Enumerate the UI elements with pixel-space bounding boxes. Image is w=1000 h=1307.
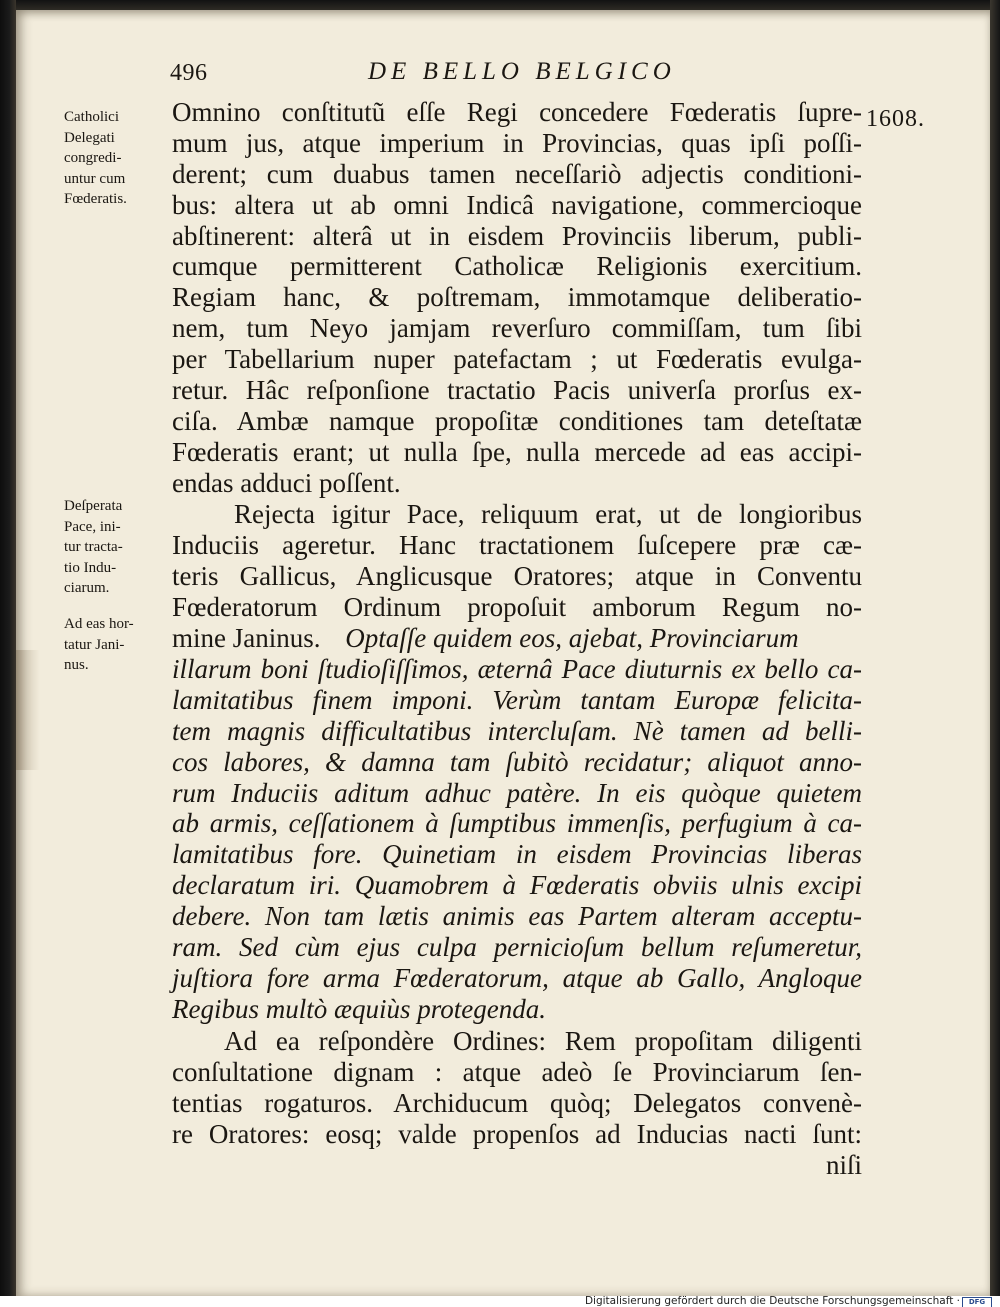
- text-line: tentias rogaturos. Archiducum quòq; Delegatos convenè-: [172, 1087, 862, 1118]
- text-line: ram. Sed cùm ejus culpa pernicioſum bellum reſumeretur,: [172, 932, 862, 963]
- text-line: per Tabellarium nuper patefactam ; ut Fœderatis evulga-: [172, 344, 862, 375]
- paper-stain: [16, 650, 40, 770]
- page-number: 496: [170, 60, 208, 86]
- text-line: rum Induciis aditum adhuc patère. In eis quòque quietem: [172, 777, 862, 808]
- side-note-line: ciarum.: [64, 580, 110, 596]
- running-head: DE BELLO BELGICO: [368, 58, 676, 85]
- text-line: endas adduci poſſent.: [172, 467, 401, 498]
- paragraph-3-speech: [172, 654, 862, 1025]
- text-line: bus: altera ut ab omni Indicâ navigatione, commercioque: [172, 189, 862, 220]
- side-note-desperata: [64, 496, 164, 599]
- text-line: Regiam hanc, & poſtremam, immotamque deliberatio-: [172, 282, 862, 313]
- funding-credit: Digitalisierung gefördert durch die Deutsche Forschungsgemeinschaft ·: [584, 1295, 960, 1307]
- side-note-catholici: [64, 107, 164, 210]
- catchword: niſi: [825, 1149, 862, 1180]
- text-line: cos labores, & damna tam ſubitò recidatur; aliquot anno-: [172, 746, 862, 777]
- paragraph-4: [172, 1026, 862, 1180]
- text-line: abſtinerent: alterâ ut in eisdem Provinciis liberum, publi-: [172, 220, 862, 251]
- text-line: ciſa. Ambæ namque propoſitæ conditiones tam deteſtatæ: [172, 405, 862, 436]
- side-note-ad-eas: [64, 614, 164, 676]
- text-line: tem magnis difficultatibus intercluſam. Nè tamen ad belli-: [172, 715, 862, 746]
- text-line: conſultatione dignam : atque adeò ſe Provinciarum ſen-: [172, 1056, 862, 1087]
- side-note-line: tio Indu-: [64, 559, 117, 576]
- text-line: Fœderatorum Ordinum propoſuit amborum Regum no-: [172, 591, 862, 622]
- text-line: teris Gallicus, Anglicusque Oratores; atque in Conventu: [172, 560, 862, 591]
- side-note-line: Deſperata: [64, 498, 123, 514]
- side-note-line: nus.: [64, 657, 89, 673]
- text-line: lamitatibus fore. Quinetiam in eisdem Provincias liberas: [172, 839, 862, 870]
- scan-border-top: [0, 0, 1000, 10]
- text-line: nem, tum Neyo jamjam reverſuro commiſſam, tum ſibi: [172, 313, 862, 344]
- text-line-mixed: [172, 623, 862, 654]
- scan-border-left: [0, 0, 16, 1296]
- text-line: illarum boni ſtudioſiſſimos, æternâ Pace diuturnis ex bello ca-: [172, 654, 862, 684]
- side-note-line: Ad eas hor-: [64, 616, 134, 632]
- text-line: Fœderatis erant; ut nulla ſpe, nulla mercede ad eas accipi-: [172, 436, 862, 467]
- text-line: lamitatibus finem imponi. Verùm tantam Europæ felicita-: [172, 684, 862, 715]
- text-line: cumque permitterent Catholicæ Religionis exercitium.: [172, 251, 862, 282]
- side-note-line: Delegati: [64, 129, 115, 146]
- text-line: Ad ea reſpondère Ordines: Rem propoſitam diligenti: [224, 1026, 862, 1056]
- dfg-logo: DFG: [962, 1297, 992, 1307]
- text-line: derent; cum duabus tamen neceſſariò adjectis conditioni-: [172, 158, 862, 189]
- side-note-line: Catholici: [64, 109, 119, 125]
- year-marginal-note: 1608.: [866, 106, 925, 132]
- text-line: juſtiora fore arma Fœderatorum, atque ab Gallo, Angloque: [172, 962, 862, 993]
- text-line: mum jus, atque imperium in Provincias, quas ipſi poſſi-: [172, 127, 862, 158]
- text-line: ab armis, ceſſationem à ſumptibus immenſis, perfugium à ca-: [172, 808, 862, 839]
- side-note-line: tatur Jani-: [64, 636, 125, 653]
- side-note-line: Pace, ini-: [64, 518, 121, 535]
- paragraph-2: [172, 499, 862, 653]
- side-note-line: tur tracta-: [64, 539, 123, 555]
- scan-border-right: [990, 0, 1000, 1296]
- text-line: Omnino conſtitutũ eſſe Regi concedere Fœderatis ſupre-: [172, 97, 862, 127]
- text-line: mine Janinus.: [172, 622, 321, 653]
- text-line: Induciis ageretur. Hanc tractationem ſuſcepere præ cæ-: [172, 529, 862, 560]
- text-line: debere. Non tam lætis animis eas Partem alteram acceptu-: [172, 901, 862, 932]
- text-line: declaratum iri. Quamobrem à Fœderatis obviis ulnis excipi: [172, 870, 862, 901]
- speech-opening: Optaſſe quidem eos, ajebat, Provinciarum: [345, 622, 799, 653]
- text-line: Rejecta igitur Pace, reliquum erat, ut de longioribus: [234, 499, 862, 529]
- paragraph-1: [172, 97, 862, 499]
- side-note-line: untur cum: [64, 170, 126, 187]
- text-line: Regibus multò æquiùs protegenda.: [172, 993, 546, 1024]
- side-note-line: congredi-: [64, 150, 122, 166]
- text-line: re Oratores: eosq; valde propenſos ad Inducias nacti ſunt:: [172, 1118, 862, 1149]
- side-note-line: Fœderatis.: [64, 191, 127, 207]
- text-line: retur. Hâc reſponſione tractatio Pacis univerſa prorſus ex-: [172, 375, 862, 406]
